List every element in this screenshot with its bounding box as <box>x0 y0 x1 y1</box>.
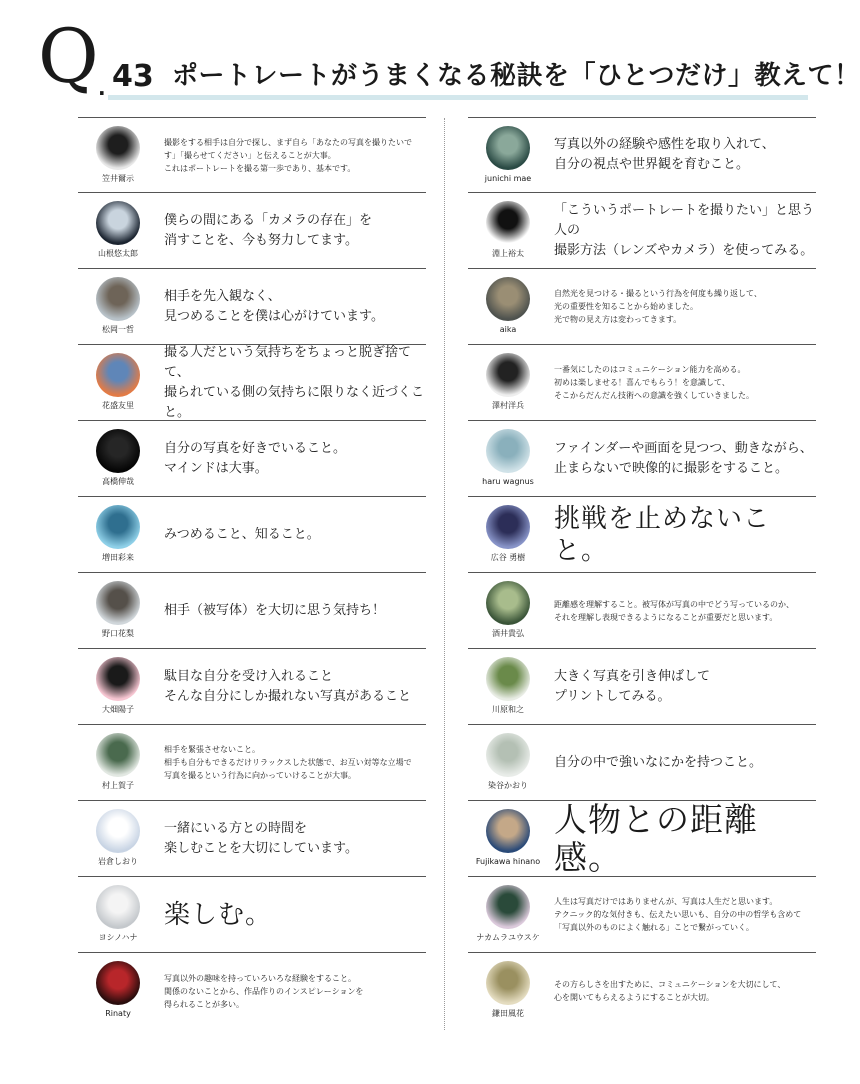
advice-text: 自然光を見つける・撮るという行為を何度も繰り返して、 光の重要性を知ることから始めました。 光で物の見え方は変わってきます。 <box>554 289 762 324</box>
right-column <box>468 117 816 1029</box>
page-header <box>0 0 860 110</box>
photographer-avatar <box>486 429 530 473</box>
photographer-entry <box>78 421 426 497</box>
advice-text: 駄目な自分を受け入れること そんな自分にしか撮れない写真があること <box>164 668 412 704</box>
photographer-avatar <box>96 505 140 549</box>
advice-text-box <box>164 801 426 876</box>
photographer-entry <box>468 953 816 1029</box>
advice-text-box <box>164 725 426 800</box>
advice-text-box <box>554 573 816 648</box>
advice-text: ファインダーや画面を見つつ、動きながら、 止まらないで映像的に撮影をすること。 <box>554 440 813 476</box>
photographer-name: Fujikawa hinano <box>475 857 541 866</box>
photographer-avatar <box>486 885 530 929</box>
advice-text: 大きく写真を引き伸ばして プリントしてみる。 <box>554 668 711 704</box>
question-title: ポートレートがうまくなる秘訣を「ひとつだけ」教えて！ <box>172 61 860 91</box>
advice-text: 撮る人だという気持ちをちょっと脱ぎ捨てて、 撮られている側の気持ちに限りなく近づくこと。 <box>164 344 425 420</box>
photographer-entry <box>78 725 426 801</box>
photographer-avatar <box>486 201 530 245</box>
photographer-name: ナカムラユウスケ <box>476 933 540 942</box>
advice-text-box <box>164 953 426 1029</box>
photographer-avatar <box>96 201 140 245</box>
photographer-name: 野口花梨 <box>102 629 134 638</box>
photographer-avatar <box>96 429 140 473</box>
photographer-entry <box>468 649 816 725</box>
photographer-entry <box>468 801 816 877</box>
photographer-name: 岩倉しおり <box>98 857 138 866</box>
advice-text: 写真以外の趣味を持っていろいろな経験をすること。 関係のないことから、作品作りのインスピレーションを 得られることが多い。 <box>164 973 364 1009</box>
photographer-name: 淵上裕太 <box>492 249 524 258</box>
photographer-avatar <box>96 657 140 701</box>
photographer-avatar <box>486 657 530 701</box>
photographer-name: ヨシノハナ <box>98 933 138 942</box>
advice-text-box <box>554 345 816 420</box>
advice-text-box <box>164 193 426 268</box>
advice-text-box <box>554 269 816 344</box>
advice-text-box <box>164 269 426 344</box>
photographer-name: 松岡一哲 <box>102 325 134 334</box>
photographer-entry <box>78 345 426 421</box>
advice-text: 相手（被写体）を大切に思う気持ち！ <box>164 602 386 618</box>
photographer-entry <box>78 953 426 1029</box>
advice-text-box <box>554 725 816 800</box>
photographer-entry <box>468 421 816 497</box>
advice-text: 自分の写真を好きでいること。 マインドは大事。 <box>164 440 347 476</box>
photographer-avatar <box>96 885 140 929</box>
photographer-avatar <box>486 277 530 321</box>
photographer-avatar <box>486 961 530 1005</box>
photographer-avatar <box>486 809 530 853</box>
advice-text: 楽しむ。 <box>164 899 273 930</box>
photographer-name: 大畑陽子 <box>102 705 134 714</box>
photographer-entry <box>468 345 816 421</box>
question-dot: . <box>98 76 106 100</box>
photographer-name: 山根悠太郎 <box>98 249 138 258</box>
photographer-name: 澤村洋兵 <box>492 401 524 410</box>
photographer-entry <box>78 117 426 193</box>
title-underline-bar <box>108 95 808 100</box>
advice-text-box <box>164 649 426 724</box>
photographer-avatar <box>96 126 140 170</box>
photographer-name: 笠井爾示 <box>102 174 134 183</box>
advice-text: 僕らの間にある「カメラの存在」を 消すことを、今も努力してます。 <box>164 212 373 248</box>
advice-text: 人生は写真だけではありませんが、写真は人生だと思います。 テクニック的な気付きも、伝えたい思いも、自分の中の哲学も含めて 「写真以外のものによく触れる」ことで繋がっていく。 <box>554 897 802 932</box>
advice-text: 距離感を理解すること。被写体が写真の中でどう写っているのか、 それを理解し表現できるようになることが重要だと思います。 <box>554 599 794 622</box>
photographer-avatar <box>96 277 140 321</box>
question-letter: Q <box>38 14 99 100</box>
advice-text-box <box>164 118 426 192</box>
photographer-avatar <box>96 581 140 625</box>
photographer-entry <box>468 269 816 345</box>
advice-text: 写真以外の経験や感性を取り入れて、 自分の視点や世界観を育むこと。 <box>554 137 775 172</box>
advice-text-box <box>554 877 816 952</box>
photographer-entry <box>468 877 816 953</box>
photographer-entry <box>468 497 816 573</box>
photographer-name: aika <box>499 325 517 334</box>
photographer-name: 村上賀子 <box>102 781 134 790</box>
advice-text: 挑戦を止めないこと。 <box>554 503 771 566</box>
advice-text: 相手を先入観なく、 見つめることを僕は心がけています。 <box>164 288 384 324</box>
photographer-name: junichi mae <box>484 174 532 183</box>
advice-text-box <box>554 118 816 192</box>
advice-text-box <box>164 497 426 572</box>
photographer-entry <box>78 193 426 269</box>
advice-text: 一緒にいる方との時間を 楽しむことを大切にしています。 <box>164 820 358 856</box>
left-column <box>78 117 426 1029</box>
question-number: 43 <box>112 59 154 94</box>
photographer-avatar <box>96 353 140 397</box>
advice-text: 自分の中で強いなにかを持つこと。 <box>554 754 763 770</box>
photographer-avatar <box>486 505 530 549</box>
photographer-avatar <box>96 809 140 853</box>
advice-text: 一番気にしたのはコミュニケーション能力を高める。 初めは楽しませる！喜んでもらう！を意識して、 そこからだんだん技術への意識を強くしていきました。 <box>554 365 754 400</box>
photographer-avatar <box>96 733 140 777</box>
photographer-entry <box>468 117 816 193</box>
photographer-avatar <box>486 126 530 170</box>
photographer-entry <box>468 573 816 649</box>
advice-text-box <box>554 497 816 572</box>
advice-text: みつめること、知ること。 <box>164 526 320 542</box>
advice-text-box <box>554 421 816 496</box>
photographer-name: 花盛友里 <box>102 401 134 410</box>
advice-text-box <box>164 421 426 496</box>
photographer-avatar <box>486 581 530 625</box>
photographer-name: 広谷 勇樹 <box>490 553 526 562</box>
photographer-entry <box>78 573 426 649</box>
advice-text-box <box>554 801 816 876</box>
photographer-name: 増田彩来 <box>102 553 134 562</box>
advice-text-box <box>554 649 816 724</box>
photographer-entry <box>78 649 426 725</box>
photographer-entry <box>78 269 426 345</box>
advice-text: 人物との距離感。 <box>554 799 758 877</box>
advice-text-box <box>554 193 816 268</box>
photographer-name: 高橋伸哉 <box>102 477 134 486</box>
advice-text: 撮影をする相手は自分で探し、まず自ら「あなたの写真を撮りたいで す」「撮らせてください」と伝えることが大事。 これはポートレートを撮る第一歩であり、基本です。 <box>164 137 412 173</box>
photographer-name: 鎌田風花 <box>492 1009 524 1018</box>
advice-text: その方らしさを出すために、コミュニケーションを大切にして、 心を開いてもらえるようにすることが大切。 <box>554 980 786 1002</box>
photographer-entry <box>78 801 426 877</box>
photographer-avatar <box>96 961 140 1005</box>
photographer-avatar <box>486 353 530 397</box>
photographer-entry <box>78 497 426 573</box>
advice-text-box <box>554 953 816 1029</box>
advice-text-box <box>164 573 426 648</box>
photographer-entry <box>468 193 816 269</box>
photographer-name: Rinaty <box>105 1009 131 1018</box>
photographer-entry <box>78 877 426 953</box>
photographer-avatar <box>486 733 530 777</box>
advice-text-box <box>164 345 426 420</box>
advice-text: 相手を緊張させないこと。 相手も自分もできるだけリラックスした状態で、お互い対等な立場で 写真を撮るという行為に向かっていけることが大事。 <box>164 745 412 780</box>
photographer-name: 川原和之 <box>492 705 524 714</box>
column-divider <box>444 118 445 1030</box>
photographer-name: 染谷かおり <box>488 781 528 790</box>
photographer-entry <box>468 725 816 801</box>
photographer-name: haru wagnus <box>482 477 534 486</box>
photographer-name: 酒井貴弘 <box>492 629 524 638</box>
advice-text-box <box>164 877 426 952</box>
advice-text: 「こういうポートレートを撮りたい」と思う人の 撮影方法（レンズやカメラ）を使ってみる。 <box>554 202 815 258</box>
